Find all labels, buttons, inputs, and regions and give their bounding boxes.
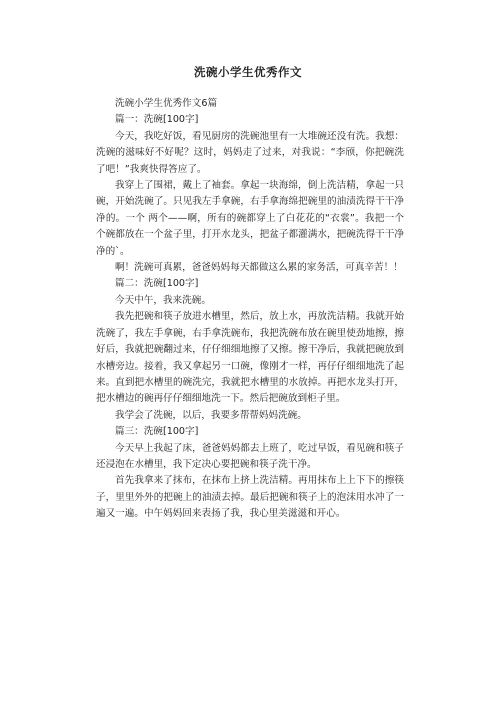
section-heading: 篇二：洗碗[100字] — [115, 278, 199, 290]
paragraph: 今天早上我起了床，爸爸妈妈都去上班了，吃过早饭，看见碗和筷子还浸泡在水槽里，我下定决心要把碗和筷子洗干净。 — [96, 442, 404, 470]
paragraph: 我学会了洗碗，以后，我要多帮帮妈妈洗碗。 — [115, 409, 307, 421]
paragraph: 今天中午，我来洗碗。 — [115, 294, 211, 306]
document-title: 洗碗小学生优秀作文 — [194, 65, 302, 79]
document-body — [96, 96, 404, 523]
section-heading: 篇三：洗碗[100字] — [115, 426, 199, 438]
subtitle-line: 洗碗小学生优秀作文6篇 — [115, 98, 218, 109]
paragraph: 啊！洗碗可真累，爸爸妈妈每天都做这么累的家务活，可真辛苦！！ — [115, 262, 403, 274]
paragraph: 我穿上了围裙，戴上了袖套。拿起一块海绵，倒上洗洁精，拿起一只碗，开始洗碗了。只见我左手拿碗，右手拿海绵把碗里的油渍洗得干干净净的。一个 两个——啊，所有的碗都穿上了白花花的“衣裳”。我把一个个碗都放在一个盆子里，打开水龙头，把盆子都灌满水，把碗洗得干干净净的`。 — [96, 180, 404, 257]
section-heading: 篇一：洗碗[100字] — [115, 114, 199, 126]
paragraph: 今天，我吃好饭，看见厨房的洗碗池里有一大堆碗还没有洗。我想：洗碗的滋味好不好呢？这时，妈妈走了过来，对我说：“李颀，你把碗洗了吧！”我爽快得答应了。 — [96, 130, 404, 175]
paragraph: 首先我拿来了抹布，在抹布上挤上洗洁精。再用抹布上上下下的擦筷子，里里外外的把碗上的油渍去掉。最后把碗和筷子上的泡沫用水冲了一遍又一遍。中午妈妈回来表扬了我，我心里美滋滋和开心。 — [96, 475, 404, 520]
paragraph: 我先把碗和筷子放进水槽里，然后，放上水，再放洗洁精。我就开始洗碗了，我左手拿碗，右手拿洗碗布，我把洗碗布放在碗里使劲地擦，擦好后，我就把碗翻过来，仔仔细细地擦了又擦。擦干净后，我就把碗放到水槽旁边。接着，我又拿起另一口碗，像刚才一样，再仔仔细细地洗了起来。直到把水槽里的碗洗完，我就把水槽里的水放掉。再把水龙头打开，把水槽边的碗再仔仔细细地洗一下。然后把碗放到柜子里。 — [96, 311, 404, 405]
